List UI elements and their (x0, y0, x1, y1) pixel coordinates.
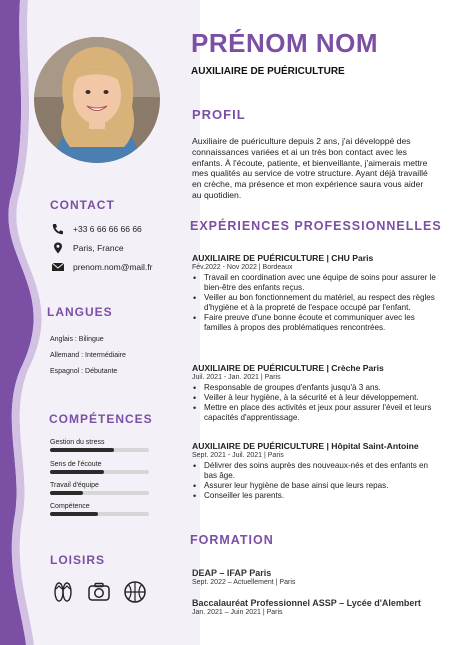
langue-item: Anglais : Bilingue (50, 336, 104, 343)
contact-phone-text: +33 6 66 66 66 66 (73, 224, 142, 234)
skill-bar (50, 470, 149, 474)
formation-degree: DEAP – IFAP Paris (192, 568, 272, 578)
experiences-title: EXPÉRIENCES PROFESSIONNELLES (190, 219, 442, 233)
experience-title: AUXILIAIRE DE PUÉRICULTURE | CHU Paris (192, 253, 374, 263)
contact-title: CONTACT (50, 198, 115, 212)
experience-bullets (192, 273, 437, 333)
formation-title: FORMATION (190, 533, 274, 547)
skill-bar (50, 491, 149, 495)
profil-text: Auxiliaire de puériculture depuis 2 ans, j'ai développé des connaissances variées et ai un très bon contact avec les enfants. À l'écoute, patiente, et bienveillante, j'aimerais mettre mes qualités au service de votre structure. Ayant déjà travaillé en crèche, ma présence et mon expérience saura vous aider au quotidien. (192, 136, 428, 200)
skill-bar-fill (50, 491, 83, 495)
experience-item (192, 363, 437, 423)
profile-photo (34, 37, 160, 163)
experience-bullet: • Conseiller les parents. (202, 491, 437, 501)
experience-bullet: • Assurer leur hygiène de base ainsi que leurs repas. (202, 481, 437, 491)
skill-bar-fill (50, 470, 104, 474)
contact-email (51, 261, 152, 273)
formation-item (192, 568, 432, 586)
experience-dates: Juil. 2021 - Jan. 2021 | Paris (192, 374, 281, 381)
skill-label: Travail d'équipe (50, 482, 99, 489)
experience-bullet: • Veiller au bon fonctionnement du matériel, au respect des règles d'hygiène et à la propreté de l'espace occupé par l'enfant. (202, 293, 437, 313)
experience-item (192, 441, 437, 501)
camera-icon (87, 580, 111, 604)
skill-item (50, 503, 150, 516)
basketball-icon (123, 580, 147, 604)
skill-label: Compétence (50, 503, 90, 510)
skill-label: Sens de l'écoute (50, 461, 102, 468)
skill-bar (50, 512, 149, 516)
experience-dates: Fév.2022 - Nov 2022 | Bordeaux (192, 264, 293, 271)
experience-dates: Sept. 2021 - Juil. 2021 | Paris (192, 452, 284, 459)
contact-location (51, 242, 124, 254)
candidate-name: PRÉNOM NOM (191, 28, 378, 58)
experience-bullets (192, 383, 437, 423)
location-pin-icon (51, 242, 65, 254)
skill-label: Gestion du stress (50, 439, 105, 446)
contact-email-text: prenom.nom@mail.fr (73, 262, 153, 272)
contact-phone (51, 223, 142, 235)
candidate-job-title: AUXILIAIRE DE PUÉRICULTURE (191, 66, 345, 77)
competences-title: COMPÉTENCES (49, 412, 153, 426)
skill-item (50, 461, 150, 474)
skill-bar-fill (50, 512, 98, 516)
experience-bullet: • Délivrer des soins auprès des nouveaux-nés et des enfants en bas âge. (202, 461, 437, 481)
skill-item (50, 439, 150, 452)
formation-degree: Baccalauréat Professionnel ASSP – Lycée d'Alembert (192, 598, 421, 608)
langues-title: LANGUES (47, 305, 113, 319)
envelope-icon (51, 261, 65, 273)
profil-title: PROFIL (192, 107, 246, 122)
experience-item (192, 253, 437, 333)
formation-dates: Jan. 2021 – Juin 2021 | Paris (192, 609, 283, 616)
experience-title: AUXILIAIRE DE PUÉRICULTURE | Hôpital Saint-Antoine (192, 441, 419, 451)
formation-item (192, 598, 432, 616)
langue-item: Espagnol : Débutante (50, 368, 118, 375)
loisirs-title: LOISIRS (50, 553, 106, 567)
formation-dates: Sept. 2022 – Actuellement | Paris (192, 579, 296, 586)
experience-bullet: • Responsable de groupes d'enfants jusqu'à 3 ans. (202, 383, 437, 393)
experience-bullets (192, 461, 437, 501)
experience-bullet: • Faire preuve d'une bonne écoute et communiquer avec les familles à propos des problématiques rencontrées. (202, 313, 437, 333)
experience-title: AUXILIAIRE DE PUÉRICULTURE | Crèche Paris (192, 363, 384, 373)
skill-bar-fill (50, 448, 114, 452)
experience-bullet: • Mettre en place des activités et jeux pour assurer l'éveil et leurs capacités d'apprentissage. (202, 403, 437, 423)
skill-bar (50, 448, 149, 452)
experience-bullet: • Travail en coordination avec une équipe de soins pour assurer le bien-être des enfants reçus. (202, 273, 437, 293)
langue-item: Allemand : Intermédiaire (50, 352, 126, 359)
phone-icon (51, 223, 65, 235)
contact-location-text: Paris, France (73, 243, 124, 253)
skill-item (50, 482, 150, 495)
flip-flops-icon (51, 580, 75, 604)
experience-bullet: • Veiller à leur hygiène, à la sécurité et à leur développement. (202, 393, 437, 403)
